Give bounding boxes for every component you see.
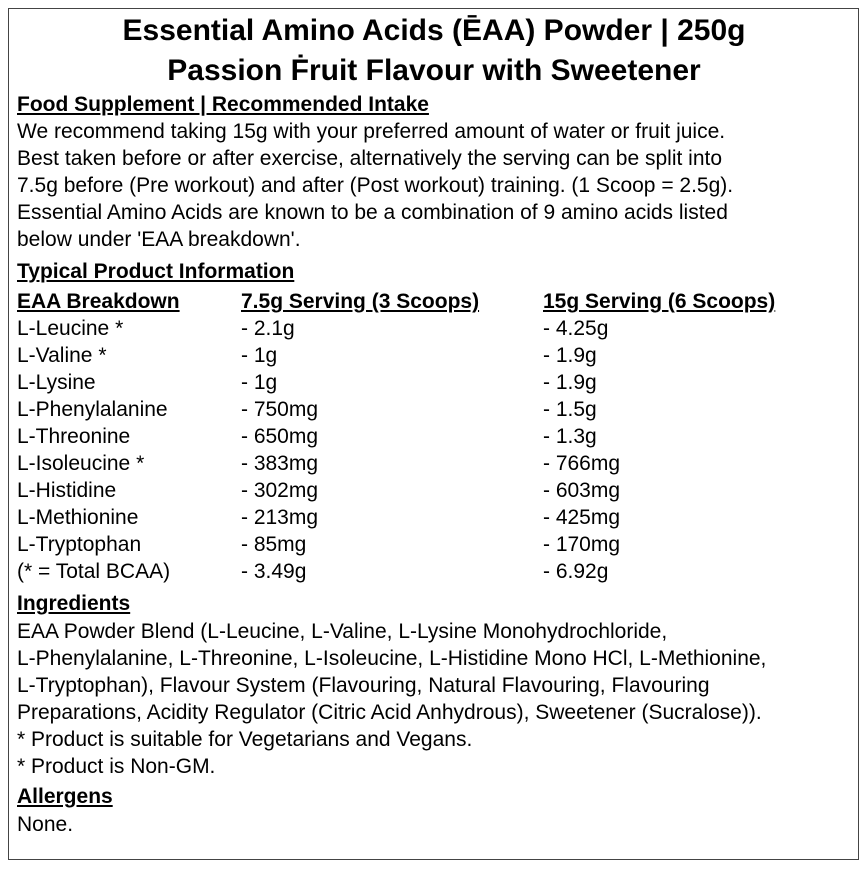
intake-line: We recommend taking 15g with your preferred amount of water or fruit juice. [17,120,726,143]
amino-acid-name: L-Lysine [17,371,96,394]
serving-7-5g-value: - 2.1g [241,317,295,340]
serving-7-5g-value: - 383mg [241,452,319,475]
ingredients-heading: Ingredients [17,592,131,615]
allergens-heading: Allergens [17,785,113,808]
intake-heading: Food Supplement | Recommended Intake [17,93,429,116]
amino-acid-name: L-Methionine [17,506,139,529]
serving-15g-value: - 1.3g [543,425,597,448]
intake-line: below under 'EAA breakdown'. [17,228,301,251]
amino-acid-name: L-Leucine * [17,317,124,340]
column-header: 7.5g Serving (3 Scoops) [241,290,480,313]
ingredients-line: EAA Powder Blend (L-Leucine, L-Valine, L-Lysine Monohydrochloride, [17,620,668,643]
amino-acid-name: L-Tryptophan [17,533,142,556]
serving-7-5g-value: - 213mg [241,506,319,529]
serving-15g-value: - 1.9g [543,371,597,394]
amino-acid-name: L-Isoleucine * [17,452,145,475]
column-header: EAA Breakdown [17,290,180,313]
amino-acid-name: L-Histidine [17,479,117,502]
bcaa-total-label: (* = Total BCAA) [17,560,171,583]
serving-15g-value: - 6.92g [543,560,609,583]
allergens-text: None. [17,813,74,836]
serving-7-5g-value: - 3.49g [241,560,307,583]
serving-7-5g-value: - 302mg [241,479,319,502]
column-header: 15g Serving (6 Scoops) [543,290,776,313]
amino-acid-name: L-Threonine [17,425,131,448]
serving-15g-value: - 425mg [543,506,621,529]
intake-line: 7.5g before (Pre workout) and after (Post workout) training. (1 Scoop = 2.5g). [17,174,734,197]
amino-acid-name: L-Phenylalanine [17,398,168,421]
ingredients-line: L-Tryptophan), Flavour System (Flavouring, Natural Flavouring, Flavouring [17,674,710,697]
ingredients-line: Preparations, Acidity Regulator (Citric Acid Anhydrous), Sweetener (Sucralose)). [17,701,762,724]
product-title-line1: Essential Amino Acids (ĒAA) Powder | 250g [122,14,746,47]
serving-7-5g-value: - 750mg [241,398,319,421]
non-gm-note: * Product is Non-GM. [17,755,216,778]
product-title-line2: Passion Ḟruit Flavour with Sweetener [167,54,701,87]
product-info-heading: Typical Product Information [17,260,295,283]
serving-15g-value: - 603mg [543,479,621,502]
serving-15g-value: - 1.9g [543,344,597,367]
amino-acid-name: L-Valine * [17,344,107,367]
serving-15g-value: - 170mg [543,533,621,556]
intake-line: Best taken before or after exercise, alternatively the serving can be split into [17,147,723,170]
serving-7-5g-value: - 650mg [241,425,319,448]
intake-line: Essential Amino Acids are known to be a combination of 9 amino acids listed [17,201,728,224]
serving-7-5g-value: - 85mg [241,533,307,556]
serving-15g-value: - 1.5g [543,398,597,421]
ingredients-line: L-Phenylalanine, L-Threonine, L-Isoleucine, L-Histidine Mono HCl, L-Methionine, [17,647,767,670]
serving-7-5g-value: - 1g [241,344,278,367]
suitability-note: * Product is suitable for Vegetarians and Vegans. [17,728,473,751]
serving-15g-value: - 4.25g [543,317,609,340]
serving-7-5g-value: - 1g [241,371,278,394]
serving-15g-value: - 766mg [543,452,621,475]
